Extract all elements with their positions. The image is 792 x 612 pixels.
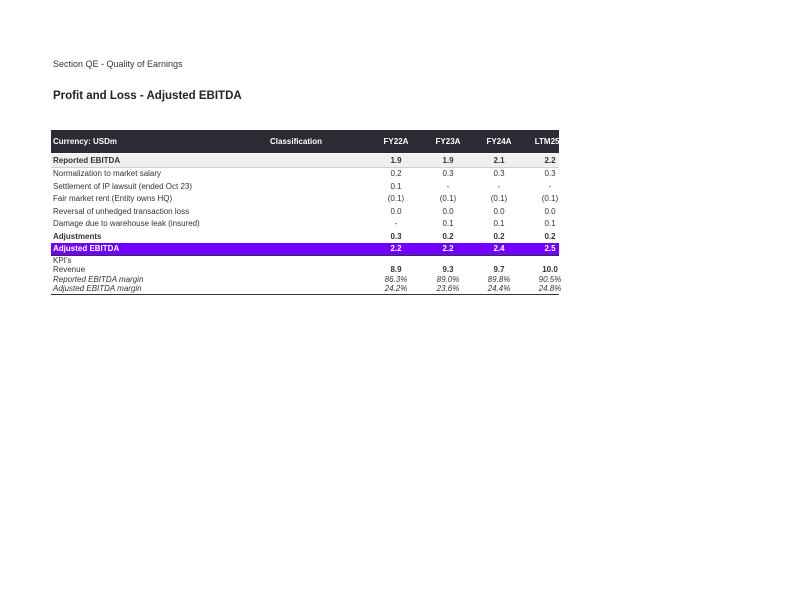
cell-value: - bbox=[446, 181, 450, 191]
row-label: Normalization to market salary bbox=[53, 169, 162, 178]
row-label: Revenue bbox=[53, 265, 86, 274]
row-reported-margin bbox=[51, 274, 562, 285]
row-adjustments-total bbox=[51, 231, 559, 244]
row-adjusted-ebitda bbox=[51, 243, 559, 256]
cell-value: 89.8% bbox=[487, 274, 511, 284]
cell-value: - bbox=[548, 181, 552, 191]
column-header-fy24a: FY24A bbox=[486, 137, 512, 146]
cell-value: 0.3 bbox=[544, 169, 556, 178]
cell-value: 90.5% bbox=[538, 274, 562, 284]
row-label: Settlement of IP lawsuit (ended Oct 23) bbox=[53, 181, 193, 191]
cell-value: 24.8% bbox=[538, 284, 562, 293]
cell-value: (0.1) bbox=[490, 194, 508, 203]
cell-value: 2.2 bbox=[390, 244, 402, 253]
cell-value: 24.4% bbox=[487, 284, 511, 293]
column-header-fy23a: FY23A bbox=[435, 137, 461, 146]
cell-value: 24.2% bbox=[384, 284, 408, 293]
cell-value: 2.2 bbox=[442, 244, 454, 253]
cell-value: 0.2 bbox=[544, 231, 556, 241]
row-adjusted-margin bbox=[51, 284, 562, 295]
row-adjustment bbox=[51, 168, 559, 181]
row-adjustment bbox=[51, 218, 559, 231]
row-adjustment bbox=[51, 206, 559, 219]
cell-value: - bbox=[394, 219, 398, 228]
cell-value: 1.9 bbox=[442, 156, 454, 165]
cell-value: 9.3 bbox=[442, 265, 454, 274]
row-label: Adjustments bbox=[53, 231, 102, 241]
row-kpis-heading bbox=[51, 256, 559, 266]
currency-header: Currency: USDm bbox=[53, 137, 118, 146]
row-label: Damage due to warehouse leak (insured) bbox=[53, 219, 200, 228]
ebitda-table bbox=[51, 130, 566, 295]
cell-value: 0.0 bbox=[544, 206, 556, 216]
cell-value: 0.1 bbox=[390, 181, 402, 191]
cell-value: 2.4 bbox=[493, 244, 505, 253]
cell-value: 86.3% bbox=[384, 274, 408, 284]
cell-value: 2.2 bbox=[544, 156, 556, 165]
cell-value: 9.7 bbox=[493, 265, 505, 274]
cell-value: 0.1 bbox=[544, 219, 556, 228]
column-header-fy22a: FY22A bbox=[383, 137, 409, 146]
row-reported-ebitda bbox=[51, 154, 559, 168]
cell-value: 0.3 bbox=[442, 169, 454, 178]
cell-value: 0.0 bbox=[442, 206, 454, 216]
row-adjustment bbox=[51, 181, 559, 194]
row-label: Reversal of unhedged transaction loss bbox=[53, 206, 190, 216]
cell-value: - bbox=[497, 181, 501, 191]
cell-value: 0.3 bbox=[390, 231, 402, 241]
row-label: KPI's bbox=[53, 255, 72, 265]
row-label: Adjusted EBITDA bbox=[53, 244, 120, 253]
classification-header: Classification bbox=[270, 137, 323, 146]
cell-value: 0.0 bbox=[493, 206, 505, 216]
table-header bbox=[51, 130, 566, 153]
row-label: Adjusted EBITDA margin bbox=[53, 284, 142, 293]
cell-value: (0.1) bbox=[541, 194, 559, 203]
cell-value: 0.3 bbox=[493, 169, 505, 178]
cell-value: 10.0 bbox=[542, 265, 558, 274]
cell-value: 0.2 bbox=[493, 231, 505, 241]
row-label: Reported EBITDA bbox=[53, 156, 121, 165]
column-header-ltm25a: LTM25A bbox=[534, 137, 566, 146]
cell-value: 2.5 bbox=[544, 244, 556, 253]
section-label: Section QE - Quality of Earnings bbox=[53, 59, 183, 69]
cell-value: 23.6% bbox=[436, 284, 460, 293]
cell-value: 0.1 bbox=[442, 219, 454, 228]
cell-value: 0.0 bbox=[390, 206, 402, 216]
page-title: Profit and Loss - Adjusted EBITDA bbox=[53, 90, 242, 102]
cell-value: 0.2 bbox=[390, 169, 402, 178]
row-revenue bbox=[51, 265, 559, 275]
cell-value: 89.0% bbox=[436, 274, 460, 284]
row-adjustment bbox=[51, 193, 559, 206]
cell-value: 1.9 bbox=[390, 156, 402, 165]
cell-value: (0.1) bbox=[387, 194, 405, 203]
row-label: Reported EBITDA margin bbox=[53, 274, 144, 284]
cell-value: 2.1 bbox=[493, 156, 505, 165]
cell-value: 0.1 bbox=[493, 219, 505, 228]
cell-value: (0.1) bbox=[439, 194, 457, 203]
cell-value: 8.9 bbox=[390, 265, 402, 274]
row-label: Fair market rent (Entity owns HQ) bbox=[53, 194, 173, 203]
cell-value: 0.2 bbox=[442, 231, 454, 241]
